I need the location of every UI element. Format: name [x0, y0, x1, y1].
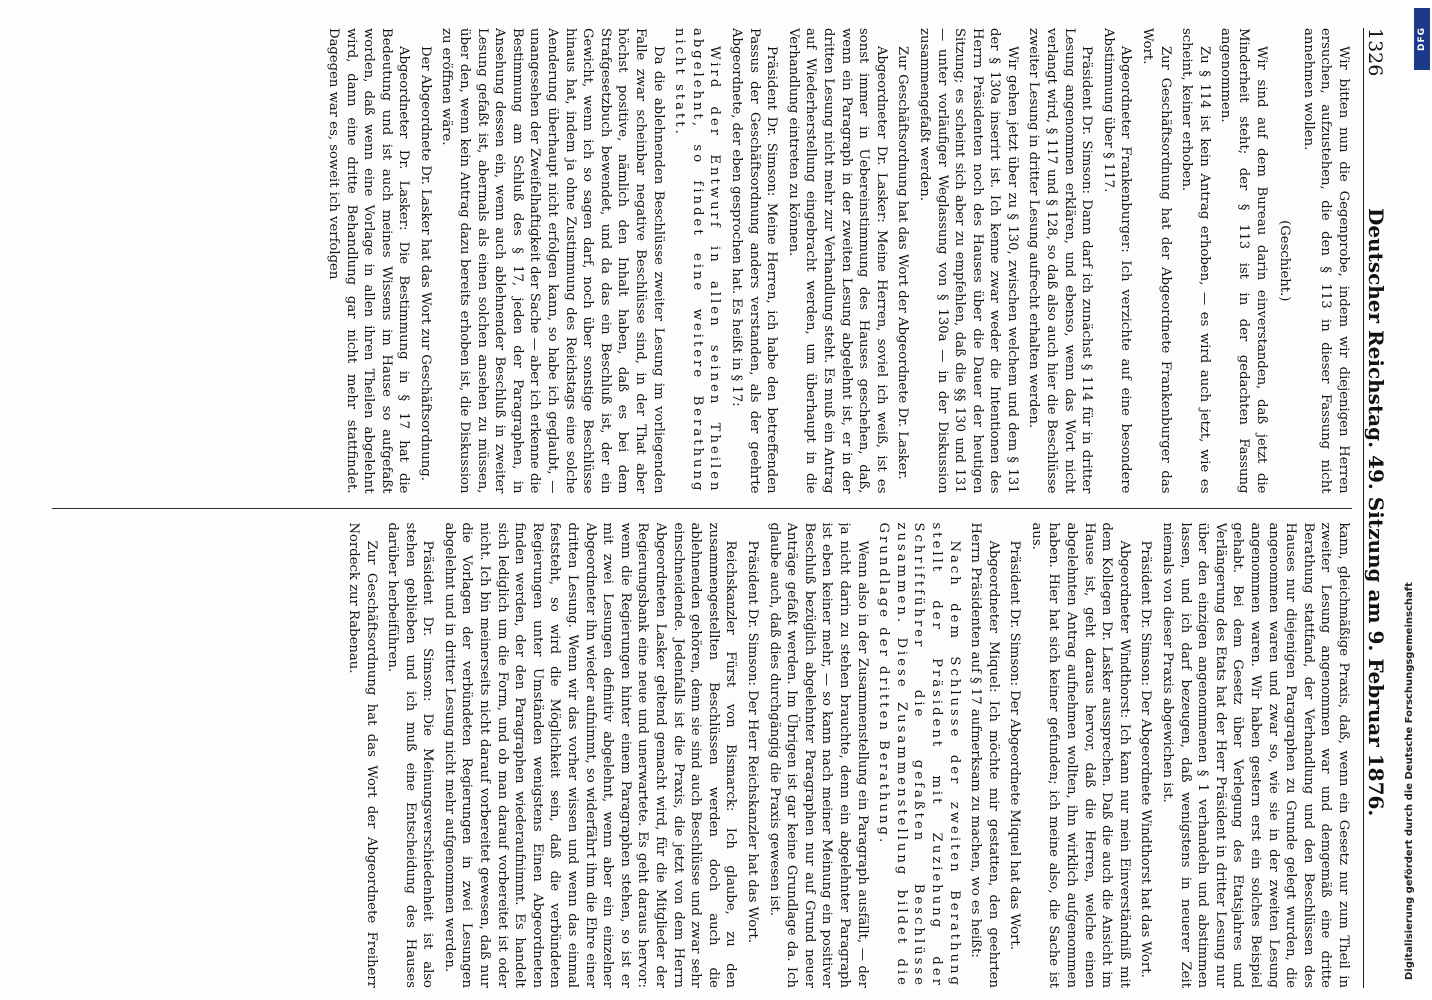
paragraph: Zur Geschäftsordnung hat der Abgeordnete Frankenburger das Wort. [1140, 28, 1173, 494]
paragraph: Reichskanzler Fürst von Bismarck: Ich glaube, zu den zusammengestellten Beschlüssen werden doch auch die ablehnenden gehören, denn sie sind auch Beschlüsse und zwar sehr einschneidende. Jedenfalls ist die Praxis, die jetzt von dem Herrn Abgeordneten Lasker geltend gemacht wird, für die Mitglieder der Regierungsbank eine neue und unerwartete. Es geht daraus hervor: wenn die Regierungen hinter einem Paragraphen stehen, so ist er mit zwei Lesungen definitiv abgelehnt, wenn aber ein einzelner Abgeordneter ihn wieder aufnimmt, so widerfährt ihm die Ehre einer dritten Lesung. Wenn wir das vorher wissen und wenn das einmal feststeht, so wird die Möglichkeit sein, daß die verbündeten Regierungen unter Umständen wenigstens Einen Abgeordneten finden werden, der den Paragraphen wiederaufnimmt. Es handelt sich lediglich um die Form, und ob man darauf vorbereitet ist oder nicht. Ich bin meinerseits nicht darauf vorbereitet gewesen, daß nur die Vorlagen der verbündeten Regierungen in zwei Lesungen abgelehnt und in dritter Lesung nicht mehr aufgenommen werden. [441, 522, 739, 988]
rotated-page-content [40, 28, 1400, 988]
column-divider [52, 508, 1352, 509]
paragraph: Präsident Dr. Simson: Der Abgeordnete Miquel hat das Wort. [1007, 540, 1023, 950]
column-left [52, 28, 1352, 494]
paragraph: Wir gehen jetzt über zu § 130, zwischen welchem und dem § 131 der § 130a inserirt ist. Ich kenne zwar weder die Intentionen des Herrn Präsidenten noch des Hauses über die Dauer der heutigen Sitzung; es scheint sich aber zu empfehlen, daß die §§ 130 und 131 — unter vorläufiger Weglassung von § 130a — in der Diskussion zusammengefaßt werden. [916, 28, 1020, 494]
dfg-logo: DFG [1414, 8, 1430, 70]
paragraph: Wir bitten nun die Gegenprobe, indem wir diejenigen Herren ersuchen, aufzustehen, die den § 113 in dieser Fassung nicht annehmen wollen. [1300, 28, 1351, 494]
stage-direction: (Geschieht.) [1277, 220, 1293, 302]
paragraph: Da die ablehnenden Beschlüsse zweiter Lesung im vorliegenden Falle zwar scheinbar negative Beschlüsse sind, in der That aber höchst positive, nämlich den Inhalt haben, daß es bei dem Strafgesetzbuch bewendet, und da das ein Beschluß ist, der ein Gewicht, wenn ich so sagen darf, noch über sonstige Beschlüsse hinaus hat, indem ja ohne Zustimmung des Reichstags eine solche Aenderung überhaupt nicht erfolgen kann, so habe ich geglaubt, — unangesehen der Zweifelhaftigkeit der Sache — aber ich erkenne die Bestimmung am Schluß des § 17, jeden der Paragraphen, in Ansehung dessen ein, wenn auch ablehnender Beschluß in zweiter Lesung gefaßt ist, abermals als einen solchen ansehen zu müssen, über den, wenn kein Antrag dazu bereits erhoben ist, die Diskussion zu eröffnen wäre. [439, 28, 666, 494]
paragraph: Präsident Dr. Simson: Dann darf ich zunächst § 114 für in dritter Lesung angenommen erklären, und ebenso, wenn das Wort nicht verlangt wird, § 117 und § 128, so daß also auch hier die Beschlüsse zweiter Lesung in dritter Lesung aufrecht erhalten werden. [1026, 28, 1095, 494]
paragraph: Zur Geschäftsordnung hat das Wort der Abgeordnete Dr. Lasker. [895, 46, 911, 480]
paragraph: Abgeordneter Dr. Lasker: Die Bestimmung in § 17 hat die Bedeutung und ist auch meines Wissens im Hause so aufgefaßt worden, daß wenn eine Vorlage in allen ihren Theilen abgelehnt wird, dann eine dritte Behandlung gar nicht mehr stattfindet. Dagegen war es, soweit ich verfolgen [325, 28, 412, 494]
paragraph: Zur Geschäftsordnung hat das Wort der Abgeordnete Freiherr Nordeck zur Rabenau. [345, 522, 379, 988]
text-columns [52, 28, 1352, 988]
paragraph: Präsident Dr. Simson: Die Meinungsverschiedenheit ist also stehen geblieben und ich muß eine Entscheidung des Hauses darüber herbeiführen. [385, 522, 436, 988]
page-header [1363, 28, 1400, 988]
paragraph: Präsident Dr. Simson: Der Herr Reichskanzler hat das Wort. [745, 540, 760, 944]
paragraph: Wenn also in der Zusammenstellung ein Paragraph ausfällt, — der ja nicht darin zu stehen brauchte, denn ein abgelehnter Paragraph ist eben keiner mehr, — so kann nach meiner Meinung ein positiver Beschluß bezüglich abgelehnter Paragraphen nur auf Grund neuer Anträge gefaßt werden. Im Übrigen ist gar keine Grundlage da. Ich glaube auch, daß dies durchgängig die Praxis gewesen ist. [766, 522, 870, 988]
page-number: 1326 [1364, 28, 1386, 77]
quoted-rule: Nach dem Schlusse der zweiten Berathung stellt der Präsident mit Zuziehung der Schriftführer die gefaßten Beschlüsse zusammen. Diese Zusammenstellung bildet die Grundlage der dritten Berathung. [876, 522, 962, 988]
paragraph: Abgeordneter Dr. Lasker: Meine Herren, soviel ich weiß, ist es sonst immer in Uebereinstimmung des Hauses geschehen, daß, wenn ein Paragraph in der zweiten Lesung abgelehnt ist, er in der dritten Lesung nicht mehr zur Verhandlung steht. Es muß ein Antrag auf Wiederherstellung eingebracht werden, um überhaupt in die Verhandlung eintreten zu können. [785, 28, 889, 494]
paragraph: Wir sind auf dem Bureau darin einverstanden, daß jetzt die Minderheit steht; der § 113 ist in der gedachten Fassung angenommen. [1218, 28, 1269, 494]
digitization-credit: Digitalisierung gefördert durch die Deutsche Forschungsgemeinschaft [1404, 582, 1415, 980]
column-right [52, 523, 1352, 989]
page-title: Deutscher Reichstag. 49. Sitzung am 9. Februar 1876. [1364, 207, 1388, 817]
paragraph: Der Abgeordnete Dr. Lasker hat das Wort zur Geschäftsordnung. [417, 46, 433, 481]
paragraph: Zu § 114 ist kein Antrag erhoben, — es wird auch jetzt, wie es scheint, keiner erhoben. [1179, 28, 1212, 494]
paragraph: Abgeordneter Frankenburger: Ich verzichte auf eine besondere Abstimmung über § 117. [1100, 28, 1134, 494]
paragraph: Abgeordneter Miquel: Ich möchte mir gestatten, den geehrten Herrn Präsidenten auf § 17 aufmerksam zu machen, wo es heißt: [968, 522, 1001, 988]
paragraph: Präsident Dr. Simson: Der Abgeordnete Windthorst hat das Wort. [1138, 540, 1154, 978]
paragraph: kann, gleichmäßige Praxis, daß, wenn ein Gesetz nur zum Theil in zweiter Lesung angenommen war und demgemäß eine dritte Berathung stattfand, der Verhandlung und den Beschlüssen des Hauses nur diejenigen Paragraphen zu Grunde gelegt wurden, die angenommen waren und zwar so, wie sie in der zweiten Lesung angenommen waren. Wir haben gestern erst ein solches Beispiel gehabt. Bei dem Gesetz über Verlegung des Etatsjahres und Verlängerung des Etats hat der Herr Präsident in dritter Lesung nur über den einzigen angenommenen § 1 verhandeln und abstimmen lassen, und ich darf bezeugen, daß wenigstens in neuerer Zeit niemals von dieser Praxis abgewichen ist. [1160, 522, 1351, 988]
quoted-rule: Wird der Entwurf in allen seinen Theilen abgelehnt, so findet eine weitere Berathung nicht statt. [672, 28, 723, 494]
paragraph: Präsident Dr. Simson: Meine Herren, ich habe den betreffenden Passus der Geschäftsordnung anders verstanden, als der geehrte Abgeordnete, der eben gesprochen hat. Es heißt in § 17: [729, 28, 780, 494]
paragraph: Abgeordneter Windthorst: Ich kann nur mein Einverständniß mit dem Kollegen Dr. Lasker aussprechen. Daß die auch die Ansicht im Hause ist, geht daraus hervor, daß die Herren, welche einen abgelehnten Antrag aufnehmen wollten, ihn wirklich aufgenommen haben. Hier hat sich keiner gefunden; ich meine also, die Sache ist aus. [1028, 522, 1132, 988]
